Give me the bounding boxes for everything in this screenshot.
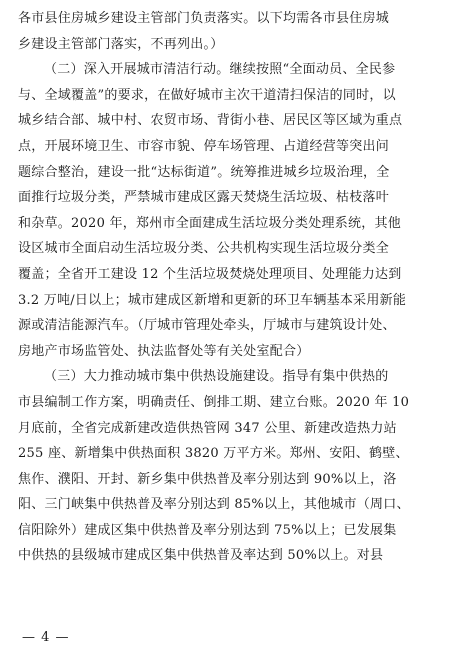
text-line: 和杂草。2020 年，郑州市全面建成生活垃圾分类处理系统，其他 [18,215,401,231]
text-line: 市县编制工作方案，明确责任、倒排工期、建立台账。2020 年 10 [18,394,410,410]
text-line: 房地产市场监管处、执法监督处等有关处室配合） [18,343,310,359]
text-line: 题综合整治，建设一批“达标街道”。统筹推进城乡垃圾治理，全 [18,164,390,180]
text-line: 城乡结合部、城中村、农贸市场、背街小巷、居民区等区域为重点 [18,113,403,129]
text-line: 源或清洁能源汽车。（厅城市管理处牵头，厅城市与建筑设计处、 [18,318,396,334]
text-line: 月底前，全省完成新建改造供热管网 347 公里、新建改造热力站 [18,420,397,436]
text-line: 焦作、濮阳、开封、新乡集中供热普及率分别达到 90%以上，洛 [18,471,397,487]
text-line: 点，开展环境卫生、市容市貌、停车场管理、占道经营等突出问 [18,138,390,154]
text-line: 中供热的县级城市建成区集中供热普及率达到 50%以上。对县 [18,548,384,564]
document-body [18,6,454,569]
text-line: 设区城市全面启动生活垃圾分类、公共机构实现生活垃圾分类全 [18,241,390,257]
text-line: 与、全域覆盖”的要求，在做好城市主次干道清扫保洁的同时，以 [18,87,396,103]
text-line: 3.2 万吨/日以上；城市建成区新增和更新的环卫车辆基本采用新能 [18,292,407,308]
text-line: 各市县住房城乡建设主管部门负责落实。以下均需各市县住房城 [18,11,390,26]
text-line: 阳、三门峡集中供热普及率分别达到 85%以上，其他城市（周口、 [18,497,410,513]
page-number: — 4 — [22,630,70,645]
section-heading-line: （三）大力推动城市集中供热设施建设。指导有集中供热的 [44,369,389,385]
text-line: 覆盖；全省开工建设 12 个生活垃圾焚烧处理项目、处理能力达到 [18,266,402,282]
text-line: 255 座、新增集中供热面积 3820 万平方米。郑州、安阳、鹤壁、 [18,446,409,462]
text-line: 信阳除外）建成区集中供热普及率分别达到 75%以上；已发展集 [18,522,397,538]
text-line: 乡建设主管部门落实，不再列出。） [18,36,224,52]
text-line: 面推行垃圾分类，严禁城市建成区露天焚烧生活垃圾、枯枝落叶 [18,190,390,206]
section-heading-line: （二）深入开展城市清洁行动。继续按照“全面动员、全民参 [44,62,396,78]
